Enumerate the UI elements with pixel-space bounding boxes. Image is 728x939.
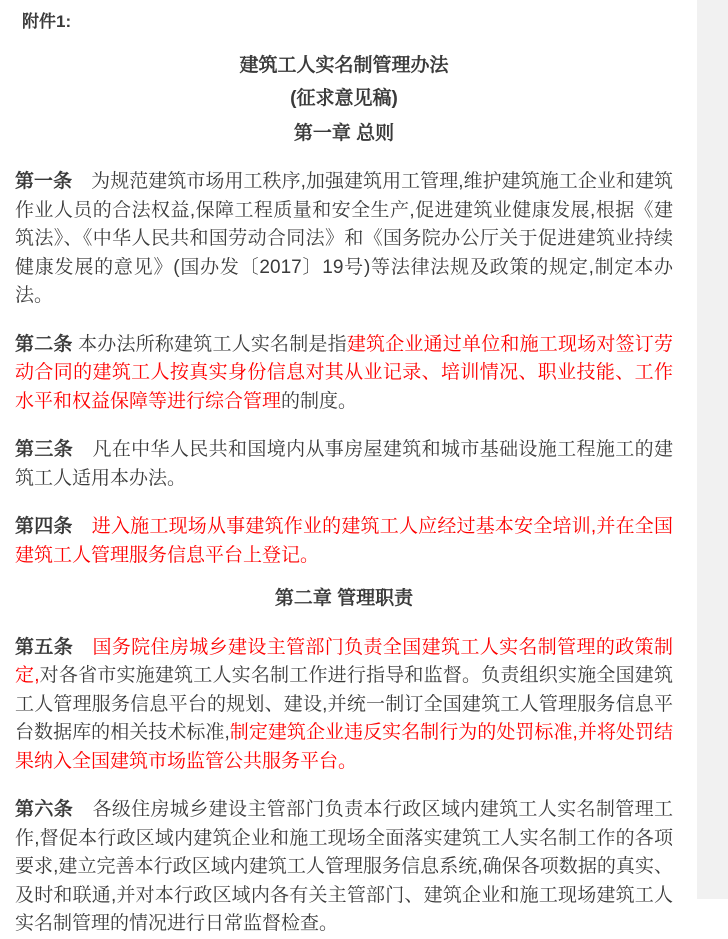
article-5-text-highlight-2: 制定建筑企业违反实名制行为的处罚标准,并将处罚结果纳入全国建筑市场监管公共服务平台。 (15, 722, 674, 772)
article-2-text-pre: 本办法所称建筑工人实名制是指 (72, 333, 347, 355)
chapter-2-heading: 第二章 管理职责 (274, 588, 414, 609)
article-2-label: 第二条 (15, 333, 73, 355)
article-3 (15, 436, 673, 493)
article-5 (15, 634, 673, 777)
chapter-1-heading: 第一章 总则 (293, 122, 395, 144)
article-6-text: 各级住房城乡建设主管部门负责本行政区域内建筑工人实名制管理工作,督促本行政区域内建筑企业和施工现场全面落实建筑工人实名制工作的各项要求,建立完善本行政区域内建筑工人管理服务信息系统,确保各项数据的真实、及时和联通,并对本行政区域内各有关主管部门、建筑企业和施工现场建筑工人实名制管理的情况进行日常监督检查。 (15, 799, 673, 934)
article-4-label: 第四条 (15, 516, 73, 537)
article-5-text-mid: 对各省市实施建筑工人实名制工作进行指导和监督。负责组织实施全国建筑工人管理服务信息平台的规划、建设,并统一制订全国建筑工人管理服务信息平台数据库的相关技术标准, (15, 665, 673, 743)
article-2-text-post: 的制度。 (281, 390, 358, 412)
article-6 (15, 796, 673, 939)
article-5-label: 第五条 (15, 636, 74, 658)
article-2 (15, 331, 673, 417)
article-6-label: 第六条 (15, 799, 74, 820)
scrollbar-track[interactable] (697, 0, 728, 899)
attachment-label: 附件1: (22, 12, 72, 31)
article-5-text-highlight-1: 国务院住房城乡建设主管部门负责全国建筑工人实名制管理的政策制定, (15, 636, 673, 686)
article-1-text: 为规范建筑市场用工秩序,加强建筑用工管理,维护建筑施工企业和建筑作业人员的合法权益,保障工程质量和安全生产,促进建筑业健康发展,根据《建筑法》、《中华人民共和国劳动合同法》和《国务院办公厅关于促进建筑业持续健康发展的意见》(国办发〔2017〕19号)等法律法规及政策的规定,制定本办法。 (15, 171, 673, 306)
article-1-label: 第一条 (15, 171, 73, 192)
doc-title: 建筑工人实名制管理办法 (239, 54, 449, 76)
article-2-text-highlight: 建筑企业通过单位和施工现场对签订劳动合同的建筑工人按真实身份信息对其从业记录、培训情况、职业技能、工作水平和权益保障等进行综合管理 (15, 333, 673, 412)
article-1 (15, 168, 673, 311)
article-4 (15, 513, 673, 570)
doc-subtitle: (征求意见稿) (290, 88, 398, 109)
article-3-text: 凡在中华人民共和国境内从事房屋建筑和城市基础设施工程施工的建筑工人适用本办法。 (15, 439, 673, 489)
article-3-label: 第三条 (15, 439, 74, 460)
article-4-text-highlight: 进入施工现场从事建筑作业的建筑工人应经过基本安全培训,并在全国建筑工人管理服务信息平台上登记。 (15, 516, 673, 566)
